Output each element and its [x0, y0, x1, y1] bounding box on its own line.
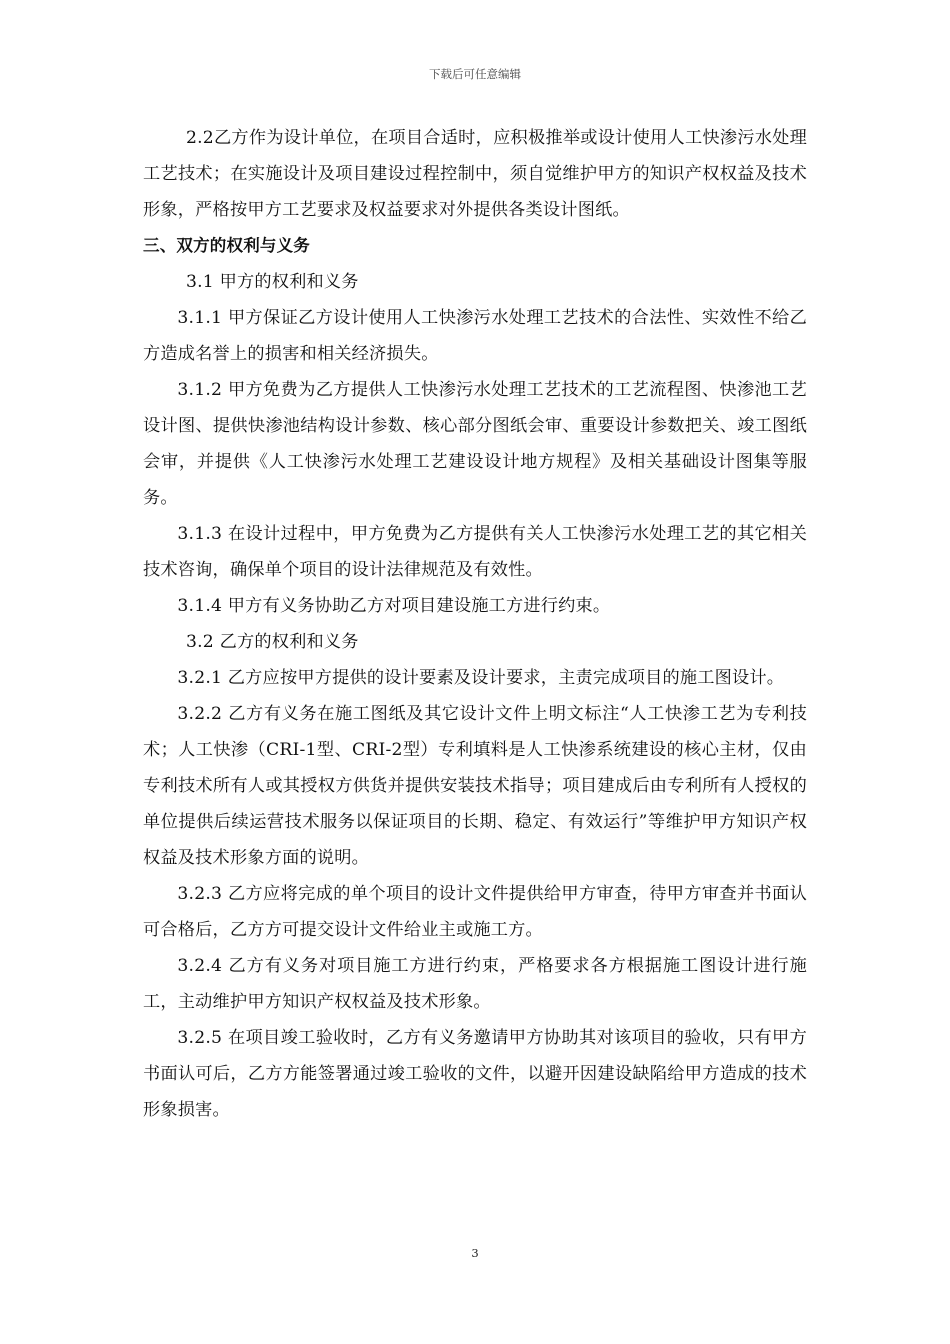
paragraph-3-2-2: 3.2.2 乙方有义务在施工图纸及其它设计文件上明文标注“人工快渗工艺为专利技术；人工快渗（CRI-1型、CRI-2型）专利填料是人工快渗系统建设的核心主材，仅由专利技术所有人或其授权方供货并提供安装技术指导；项目建成后由专利所有人授权的单位提供后续运营技术服务以保证项目的长期、稳定、有效运行”等维护甲方知识产权权益及技术形象方面的说明。	[143, 704, 807, 868]
document-body	[143, 120, 807, 1128]
paragraph-3-1-1: 3.1.1 甲方保证乙方设计使用人工快渗污水处理工艺技术的合法性、实效性不给乙方造成名誉上的损害和相关经济损失。	[143, 308, 807, 364]
paragraph-3-2-5: 3.2.5 在项目竣工验收时，乙方有义务邀请甲方协助其对该项目的验收，只有甲方书面认可后，乙方方能签署通过竣工验收的文件，以避开因建设缺陷给甲方造成的技术形象损害。	[143, 1028, 807, 1120]
paragraph-3-2-1: 3.2.1 乙方应按甲方提供的设计要素及设计要求，主责完成项目的施工图设计。	[177, 668, 785, 688]
paragraph-3-1-4: 3.1.4 甲方有义务协助乙方对项目建设施工方进行约束。	[177, 596, 611, 616]
paragraph-3-1-2: 3.1.2 甲方免费为乙方提供人工快渗污水处理工艺技术的工艺流程图、快渗池工艺设计图、提供快渗池结构设计参数、核心部分图纸会审、重要设计参数把关、竣工图纸会审，并提供《人工快渗污水处理工艺建设设计地方规程》及相关基础设计图集等服务。	[143, 380, 807, 508]
paragraph-2-2: 2.2乙方作为设计单位，在项目合适时，应积极推举或设计使用人工快渗污水处理工艺技术；在实施设计及项目建设过程控制中，须自觉维护甲方的知识产权权益及技术形象，严格按甲方工艺要求及权益要求对外提供各类设计图纸。	[143, 128, 807, 220]
page-header: 下载后可任意编辑	[429, 67, 521, 81]
section-heading-3: 三、双方的权利与义务	[143, 236, 310, 255]
subheading-3-2: 3.2 乙方的权利和义务	[186, 632, 359, 652]
page-number: 3	[471, 1246, 479, 1260]
paragraph-3-2-3: 3.2.3 乙方应将完成的单个项目的设计文件提供给甲方审查，待甲方审查并书面认可合格后，乙方方可提交设计文件给业主或施工方。	[143, 884, 807, 940]
paragraph-3-2-4: 3.2.4 乙方有义务对项目施工方进行约束，严格要求各方根据施工图设计进行施工，主动维护甲方知识产权权益及技术形象。	[143, 956, 807, 1012]
paragraph-3-1-3: 3.1.3 在设计过程中，甲方免费为乙方提供有关人工快渗污水处理工艺的其它相关技术咨询，确保单个项目的设计法律规范及有效性。	[143, 524, 807, 580]
subheading-3-1: 3.1 甲方的权利和义务	[186, 272, 359, 292]
